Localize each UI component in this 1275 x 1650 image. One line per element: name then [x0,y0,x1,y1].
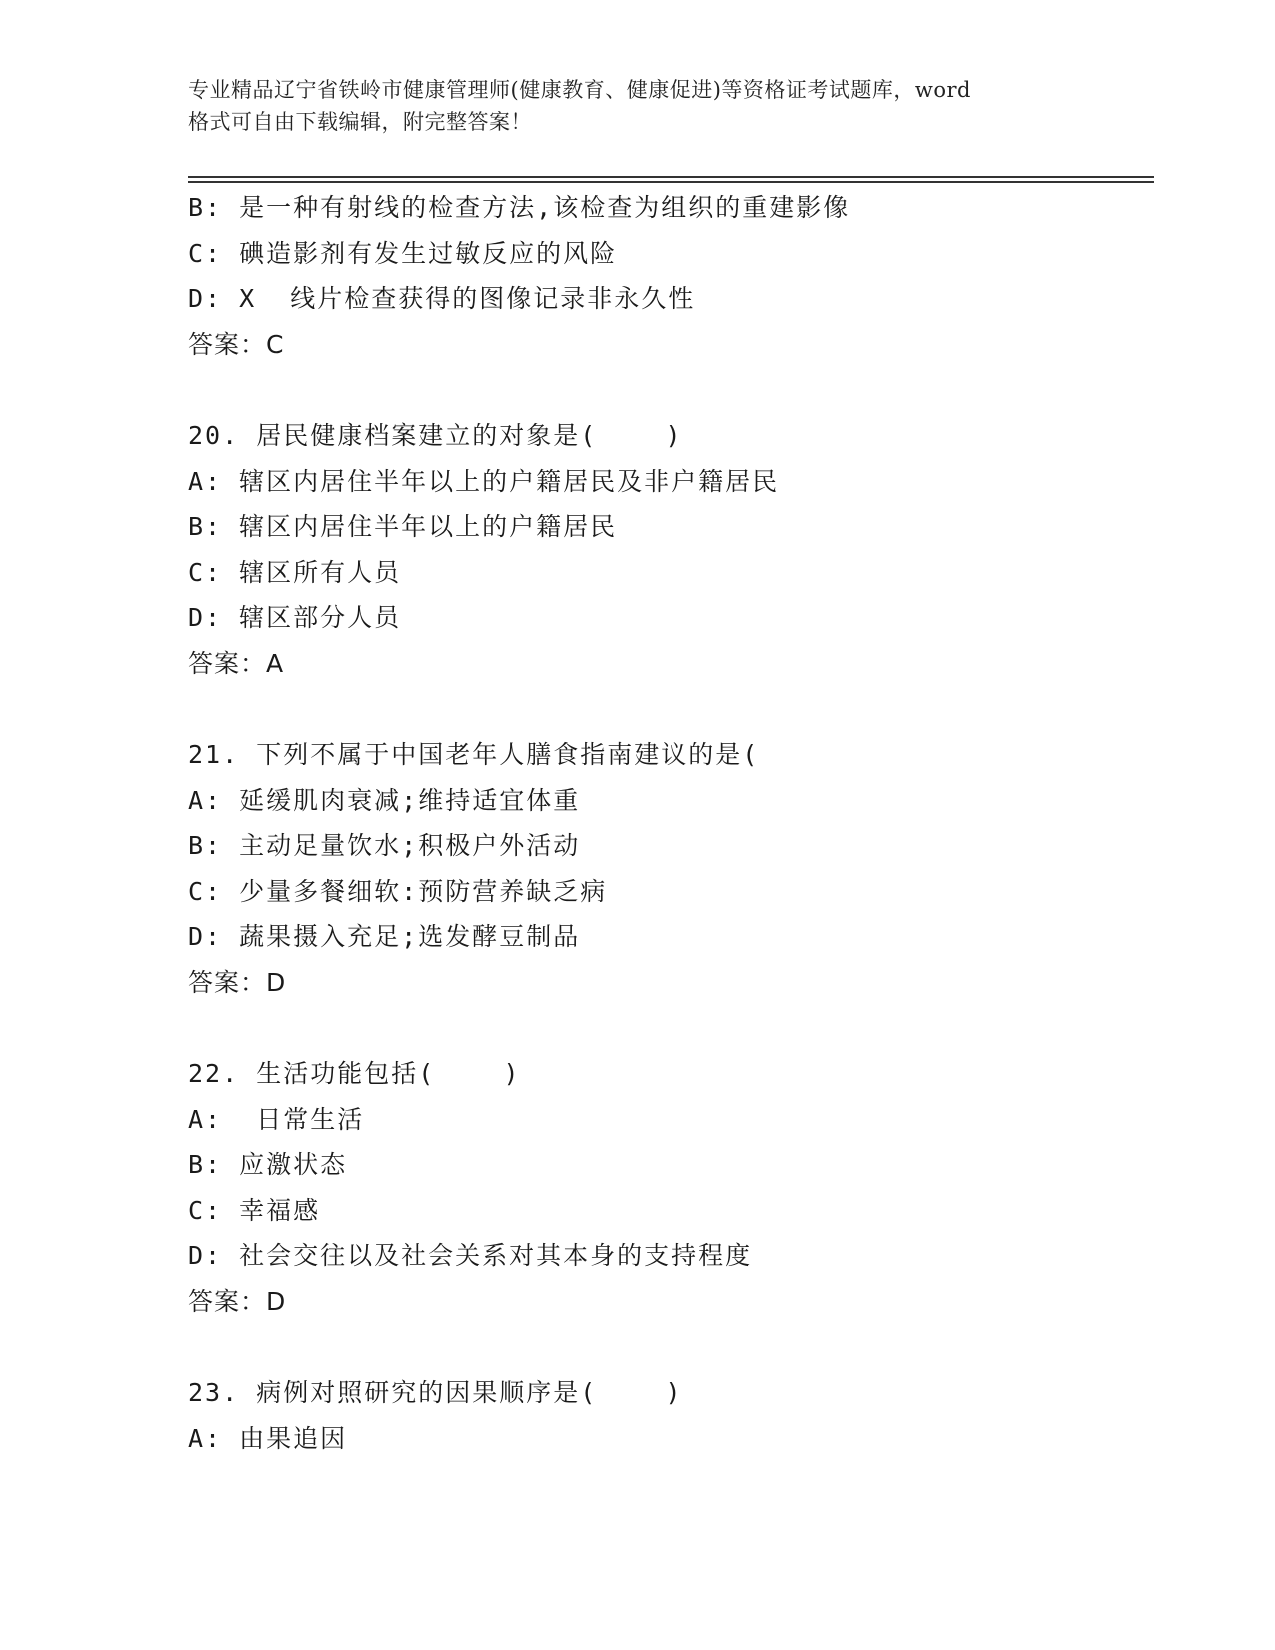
option-d: D: 辖区部分人员 [188,603,402,632]
answer-line: 答案：D [188,1286,287,1316]
question-stem: 20. 居民健康档案建立的对象是( ) [188,421,683,450]
question-stem: 22. 生活功能包括( ) [188,1059,521,1088]
question-19-continued [188,185,1148,367]
spacer [188,1005,1148,1051]
option-a: A: 日常生活 [188,1104,365,1134]
question-stem: 21. 下列不属于中国老年人膳食指南建议的是( [188,740,760,769]
option-b: B: 主动足量饮水;积极户外活动 [188,831,581,860]
question-22 [188,1051,1148,1324]
option-c: C: 少量多餐细软:预防营养缺乏病 [188,876,608,906]
question-stem: 23. 病例对照研究的因果顺序是( ) [188,1378,683,1407]
option-b: B: 辖区内居住半年以上的户籍居民 [188,512,618,541]
header-line-1: 专业精品辽宁省铁岭市健康管理师(健康教育、健康促进)等资格证考试题库，word [188,78,971,102]
option-c: C: 幸福感 [188,1195,321,1225]
answer-line: 答案：C [188,329,285,359]
option-b: B: 应激状态 [188,1150,348,1179]
question-21 [188,732,1148,1005]
option-b: B: 是一种有射线的检查方法,该检查为组织的重建影像 [188,193,851,222]
option-a: A: 延缓肌肉衰减;维持适宜体重 [188,785,581,815]
option-d: D: X 线片检查获得的图像记录非永久性 [188,284,696,313]
option-d: D: 蔬果摄入充足;选发酵豆制品 [188,922,581,951]
option-d: D: 社会交往以及社会关系对其本身的支持程度 [188,1241,753,1270]
question-list [188,185,1148,1461]
option-a: A: 辖区内居住半年以上的户籍居民及非户籍居民 [188,466,780,496]
answer-line: 答案：D [188,967,287,997]
document-header [188,74,1088,138]
option-c: C: 辖区所有人员 [188,557,402,587]
question-20 [188,413,1148,686]
question-23 [188,1370,1148,1461]
spacer [188,686,1148,732]
header-divider-top [188,176,1154,178]
spacer [188,367,1148,413]
header-line-2: 格式可自由下载编辑，附完整答案！ [188,110,532,134]
option-a: A: 由果追因 [188,1423,348,1453]
header-divider-bottom [188,181,1154,183]
spacer [188,1324,1148,1370]
option-c: C: 碘造影剂有发生过敏反应的风险 [188,238,618,268]
answer-line: 答案：A [188,648,285,678]
